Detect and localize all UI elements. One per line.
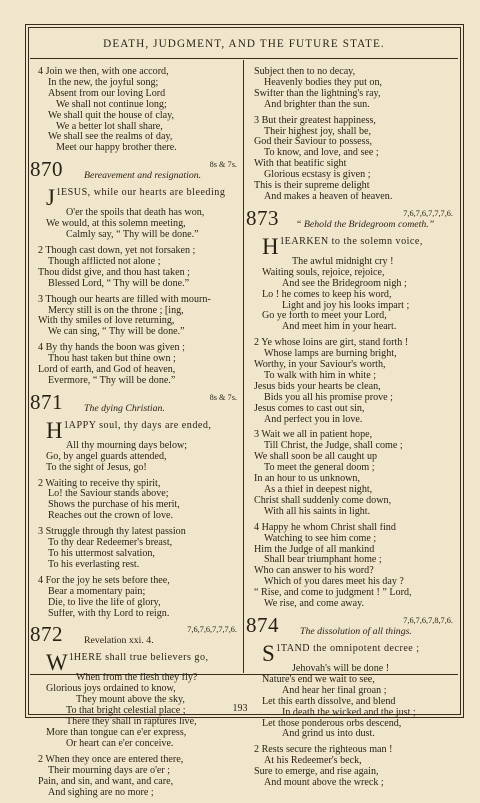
hymn-meter: 7,6,7,6,7,7,7,6. (187, 625, 237, 635)
hymn-number: 872 (30, 622, 63, 647)
verse-line: Glorious joys ordained to know, (46, 684, 176, 695)
verse-line: To know, and love, and see ; (264, 148, 379, 159)
verse-line: Watching to see him come ; (264, 533, 377, 544)
verse-line: Who can answer to his word? (254, 566, 374, 577)
verse-line: Thou didst give, and thou hast taken ; (38, 267, 190, 278)
hymn-873-heading (246, 205, 457, 234)
verse-line: Bids you all his promise prove ; (264, 392, 393, 403)
hymn-title: Bereavement and resignation. (84, 170, 202, 182)
verse-line: 2 Ye whose loins are girt, stand forth ! (254, 338, 409, 349)
hymn-871-heading (30, 389, 241, 418)
stanza (252, 116, 457, 203)
verse-line: In the new, the joyful song; (48, 77, 159, 88)
verse-line: Meet our happy brother there. (56, 143, 177, 154)
hymn-meter: 7,6,7,6,7,7,7,6. (403, 208, 453, 218)
drop-cap: H (262, 236, 279, 257)
verse-line: This is their supreme delight (254, 181, 370, 192)
verse-line: Sure to emerge, and rise again, (254, 767, 379, 778)
verse-line: The awful midnight cry ! (292, 256, 394, 267)
stanza (36, 295, 241, 339)
verse-line: Their highest joy, shall be, (264, 126, 371, 137)
verse-line: And sighing are no more ; (48, 787, 154, 798)
verse-line: “ Rise, and come to judgment ! ” Lord, (254, 588, 412, 599)
verse-line: We a better lot shall share, (56, 121, 163, 132)
hymn-number: 870 (30, 157, 63, 182)
stanza (36, 527, 241, 571)
verse-line: And hear her final groan ; (282, 685, 387, 696)
right-column (246, 67, 457, 794)
verse-line: Their mourning days are o'er ; (48, 765, 171, 776)
stanza (36, 343, 241, 387)
verse-line: At his Redeemer's beck, (264, 756, 362, 767)
verse-line: Die, to live the life of glory, (48, 597, 161, 608)
verse-line: With thy smiles of love returning, (38, 316, 175, 327)
verse-line: Go ye forth to meet your Lord, (262, 311, 387, 322)
verse-line: Till Christ, the Judge, shall come ; (264, 441, 403, 452)
verse-line: We can sing, “ Thy will be done.” (48, 327, 185, 338)
verse-line: To his everlasting rest. (48, 559, 140, 570)
stanza-1 (36, 653, 241, 749)
first-line: 1 H APPY soul, thy days are ended, (46, 420, 212, 441)
verse-line: To his uttermost salvation, (48, 549, 155, 559)
verse-line: Let those ponderous orbs descend, (262, 718, 402, 729)
verse-line: Glorious ecstasy is given ; (264, 170, 371, 181)
hymn-title: “ Behold the Bridegroom cometh.” (296, 218, 435, 230)
stanza (252, 430, 457, 517)
verse-line: To thy dear Redeemer's breast, (48, 538, 173, 549)
verse-line: We shall quit the house of clay, (48, 110, 175, 121)
verse-line: Which of you dares meet his day ? (264, 577, 404, 588)
stanza-1 (36, 421, 241, 474)
verse-line: To that bright celestial place ; (66, 706, 186, 717)
verse-line: Christ shall suddenly come down, (254, 495, 392, 506)
verse-line: 2 Rests secure the righteous man ! (254, 745, 393, 756)
verse-line: Thou hast taken but thine own ; (48, 354, 176, 365)
verse-line: Worthy, in your Saviour's worth, (254, 360, 386, 371)
verse-line: Go, by angel guards attended, (46, 451, 167, 462)
verse-line: 2 When they once are entered there, (38, 754, 184, 765)
verse-line: Lord of earth, and God of heaven, (38, 365, 176, 376)
header-rule (30, 58, 458, 59)
stanza-1 (252, 237, 457, 333)
stanza (252, 67, 457, 111)
verse-line: God their Saviour to possess, (254, 137, 373, 148)
verse-line: Absent from our loving Lord (48, 88, 166, 99)
hymn-number: 874 (246, 612, 279, 637)
verse-line: 2 Though cast down, yet not forsaken ; (38, 245, 196, 256)
verse-line: 2 Waiting to receive thy spirit, (38, 478, 161, 489)
stanza-1 (252, 644, 457, 740)
verse-line: 4 By thy hands the boon was given ; (38, 343, 185, 354)
stanza-1 (36, 188, 241, 241)
stanza (36, 576, 241, 620)
verse-line: We would, at this solemn meeting, (46, 219, 186, 230)
verse-line: We shall not continue long; (56, 99, 167, 110)
verse-line: And meet him in your heart. (282, 322, 397, 333)
verse-line: As a thief in deepest night, (264, 485, 373, 495)
stanza (36, 479, 241, 523)
verse-line: We shall see the realms of day, (48, 132, 173, 143)
verse-line: 3 Though our hearts are filled with mourn- (38, 294, 211, 305)
verse-line: Swifter than the lightning's ray, (254, 88, 381, 99)
verse-line: In death the wicked and the just ; (282, 707, 416, 718)
verse-line: Or heart can e'er conceive. (66, 738, 174, 749)
first-line: 1 H EARKEN to the solemn voice, (262, 236, 423, 257)
verse-line: And see the Bridegroom nigh ; (282, 278, 407, 289)
hymn-874-heading (246, 612, 457, 641)
first-line: 1 J ESUS, while our hearts are bleeding (46, 188, 226, 209)
first-line: 1 W HERE shall true believers go, (46, 653, 209, 674)
verse-line: 3 But their greatest happiness, (254, 115, 376, 126)
left-column (30, 67, 241, 803)
stanza (36, 246, 241, 290)
verse-line: Calmly say, “ Thy will be done.” (66, 230, 199, 241)
verse-line: O'er the spoils that death has won, (66, 208, 205, 219)
verse-line: Reaches out the crown of love. (48, 511, 174, 522)
verse-line: Him the Judge of all mankind (254, 544, 375, 555)
verse-line: Though afflicted not alone ; (48, 256, 161, 267)
hymn-number: 871 (30, 389, 63, 414)
stanza (36, 67, 241, 154)
verse-line: Lo! the Saviour stands above; (48, 489, 169, 500)
verse-line: 3 Wait we all in patient hope, (254, 430, 373, 441)
verse-line: With all his saints in light. (264, 506, 371, 517)
verse-line: And brighter than the sun. (264, 99, 370, 110)
verse-line: There they shall in raptures live, (66, 717, 197, 728)
verse-line: And mount above the wreck ; (264, 778, 384, 789)
verse-line: Light and joy his looks impart ; (282, 300, 410, 311)
verse-line: 4 For the joy he sets before thee, (38, 575, 170, 586)
drop-cap: S (262, 643, 275, 664)
verse-line: Pain, and sin, and want, and care, (38, 776, 174, 787)
verse-line: Blessed Lord, “ Thy will be done.” (48, 278, 190, 289)
stanza (252, 745, 457, 789)
verse-line: And makes a heaven of heaven. (264, 191, 393, 202)
first-line: 1 S TAND the omnipotent decree ; (262, 643, 420, 664)
verse-line: Shall bear triumphant home ; (264, 555, 382, 566)
verse-line: We rise, and come away. (264, 599, 364, 610)
verse-line: Jesus comes to cast out sin, (254, 403, 365, 414)
verse-line: Bear a momentary pain; (48, 586, 146, 597)
verse-line: To the sight of Jesus, go! (46, 462, 147, 473)
stanza (252, 523, 457, 610)
drop-cap: J (46, 188, 55, 209)
verse-line: 3 Struggle through thy latest passion (38, 527, 186, 538)
verse-line: More than tongue can e'er express, (46, 727, 187, 738)
verse-line: To walk with him in white ; (264, 370, 376, 381)
hymn-title: The dying Christian. (84, 402, 165, 414)
column-divider (243, 60, 244, 673)
verse-line: Nature's end we wait to see, (262, 674, 375, 685)
verse-line: And grind us into dust. (282, 729, 375, 740)
verse-line: Evermore, “ Thy will be done.” (48, 375, 176, 386)
verse-line: Suffer, with thy Lord to reign. (48, 608, 170, 619)
verse-line: We shall soon be all caught up (254, 452, 378, 463)
verse-line: Jehovah's will be done ! (292, 663, 390, 674)
hymn-title: Revelation xxi. 4. (84, 635, 154, 647)
verse-line: Mercy still is on the throne ; [ing, (48, 305, 184, 316)
hymn-number: 873 (246, 205, 279, 230)
verse-line: Subject then to no decay, (254, 67, 356, 77)
verse-line: Jesus bids your hearts be clean, (254, 381, 381, 392)
drop-cap: H (46, 420, 63, 441)
verse-line: When from the flesh they fly? (76, 673, 198, 684)
verse-line: Heavenly bodies they put on, (264, 77, 383, 88)
verse-line: In an hour to us unknown, (254, 474, 360, 485)
hymn-872-heading (30, 622, 241, 650)
hymn-meter: 8s & 7s. (209, 392, 237, 402)
verse-line: Lo ! he comes to keep his word, (262, 289, 392, 300)
verse-line: 4 Join we then, with one accord, (38, 67, 169, 77)
verse-line: Waiting souls, rejoice, rejoice, (262, 267, 385, 278)
hymn-title: The dissolution of all things. (300, 625, 412, 637)
drop-cap: W (46, 653, 68, 674)
verse-line: All thy mourning days below; (66, 440, 188, 451)
page-number: 193 (232, 703, 248, 714)
stanza (252, 338, 457, 425)
verse-line: They mount above the sky, (76, 695, 185, 706)
verse-line: And perfect you in love. (264, 414, 363, 425)
page-header: DEATH, JUDGMENT, AND THE FUTURE STATE. (103, 38, 385, 50)
hymn-meter: 8s & 7s. (209, 160, 237, 170)
verse-line: With that beatific sight (254, 159, 347, 170)
verse-line: Let this earth dissolve, and blend (262, 696, 396, 707)
verse-line: 4 Happy he whom Christ shall find (254, 522, 396, 533)
hymn-870-heading (30, 157, 241, 185)
verse-line: Shows the purchase of his merit, (48, 500, 180, 511)
verse-line: Whose lamps are burning bright, (264, 349, 397, 360)
verse-line: To meet the general doom ; (264, 463, 375, 474)
hymn-meter: 7,6,7,6,7,8,7,6. (403, 615, 453, 625)
stanza (36, 755, 241, 799)
